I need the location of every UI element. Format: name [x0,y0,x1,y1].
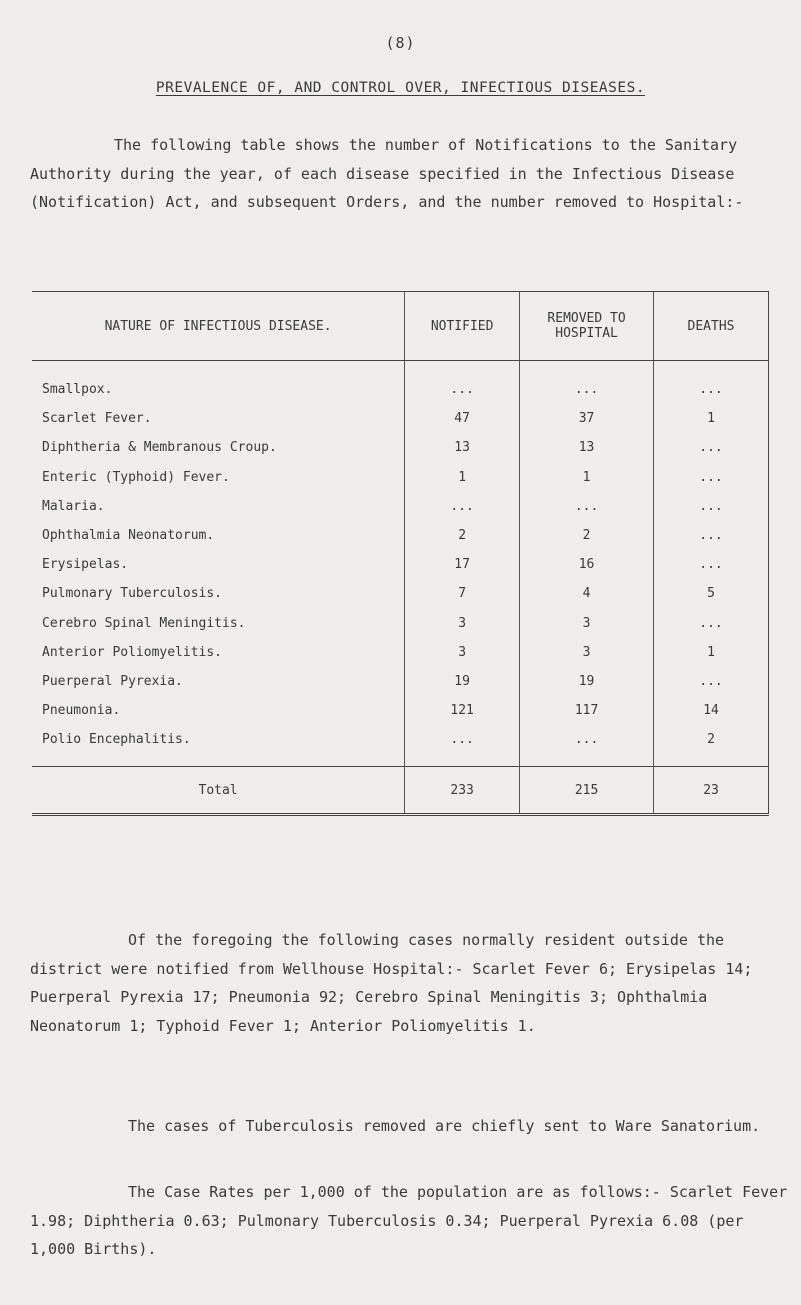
removed-cell: 37 [520,404,654,433]
notified-cell: 13 [405,433,520,462]
table-row [32,404,769,433]
disease-cell: Pulmonary Tuberculosis. [32,579,405,608]
notified-cell: ... [405,361,520,405]
disease-cell: Erysipelas. [32,550,405,579]
disease-cell: Ophthalmia Neonatorum. [32,521,405,550]
notified-cell: ... [405,725,520,767]
deaths-cell: ... [654,361,769,405]
disease-cell: Smallpox. [32,361,405,405]
notifications-table [32,291,769,816]
header-deaths: DEATHS [654,292,769,361]
notified-cell: 1 [405,463,520,492]
deaths-cell: 1 [654,638,769,667]
disease-cell: Cerebro Spinal Meningitis. [32,609,405,638]
deaths-cell: ... [654,550,769,579]
header-disease: NATURE OF INFECTIOUS DISEASE. [32,292,405,361]
disease-cell: Diphtheria & Membranous Croup. [32,433,405,462]
deaths-cell: ... [654,609,769,638]
notified-cell: ... [405,492,520,521]
table-row [32,609,769,638]
removed-cell: 19 [520,667,654,696]
deaths-cell: ... [654,463,769,492]
total-removed-cell: 215 [520,767,654,815]
table-body [32,361,769,815]
notified-cell: 3 [405,638,520,667]
table-row [32,521,769,550]
disease-cell: Puerperal Pyrexia. [32,667,405,696]
tuberculosis-paragraph: The cases of Tuberculosis removed are chiefly sent to Ware Sanatorium. [128,1117,761,1135]
page-number: (8) [385,34,416,52]
notified-cell: 2 [405,521,520,550]
table-row [32,638,769,667]
table-row [32,725,769,767]
page-heading-text: PREVALENCE OF, AND CONTROL OVER, INFECTIOUS DISEASES. [155,80,646,96]
notified-cell: 47 [405,404,520,433]
table-row [32,492,769,521]
removed-cell: 2 [520,521,654,550]
deaths-cell: ... [654,433,769,462]
table-row [32,463,769,492]
header-removed [520,292,654,361]
disease-cell: Malaria. [32,492,405,521]
removed-cell: 117 [520,696,654,725]
notified-cell: 19 [405,667,520,696]
table-row [32,667,769,696]
disease-cell: Anterior Poliomyelitis. [32,638,405,667]
removed-cell: 3 [520,609,654,638]
notified-cell: 121 [405,696,520,725]
removed-cell: 3 [520,638,654,667]
table-row [32,550,769,579]
total-disease-cell: Total [32,767,405,815]
table-row [32,696,769,725]
page-heading [0,80,801,96]
deaths-cell: ... [654,667,769,696]
removed-cell: 4 [520,579,654,608]
notified-cell: 7 [405,579,520,608]
table-row [32,361,769,405]
removed-cell: ... [520,725,654,767]
disease-cell: Polio Encephalitis. [32,725,405,767]
disease-cell: Enteric (Typhoid) Fever. [32,463,405,492]
removed-cell: 13 [520,433,654,462]
removed-cell: 16 [520,550,654,579]
table-row [32,579,769,608]
notified-cell: 17 [405,550,520,579]
total-notified-cell: 233 [405,767,520,815]
notified-cell: 3 [405,609,520,638]
deaths-cell: 5 [654,579,769,608]
disease-cell: Pneumonia. [32,696,405,725]
header-removed-text: REMOVED TO HOSPITAL [547,311,626,341]
total-deaths-cell: 23 [654,767,769,815]
disease-cell: Scarlet Fever. [32,404,405,433]
table-row [32,433,769,462]
deaths-cell: 1 [654,404,769,433]
deaths-cell: 14 [654,696,769,725]
total-row [32,767,769,815]
removed-cell: 1 [520,463,654,492]
deaths-cell: ... [654,521,769,550]
removed-cell: ... [520,361,654,405]
deaths-cell: 2 [654,725,769,767]
outside-district-paragraph: Of the foregoing the following cases normally resident outside the district were notified from Wellhouse Hospital:- Scarlet Fever 6; Erysipelas 14; Puerperal Pyrexia 17; Pneumonia 92; Cerebro Spinal Meningitis 3; Ophthalmia Neonatorum 1; Typhoid Fever 1; Anterior Poliomyelitis 1. [30,931,753,1035]
intro-paragraph: The following table shows the number of Notifications to the Sanitary Authority during the year, of each disease specified in the Infectious Disease (Notification) Act, and subsequent Orders, and the number removed to Hospital:- [30,136,744,211]
case-rates-paragraph: The Case Rates per 1,000 of the population are as follows:- Scarlet Fever 1.98; Diphtheria 0.63; Pulmonary Tuberculosis 0.34; Puerperal Pyrexia 6.08 (per 1,000 Births). [30,1183,788,1258]
table-header-row [32,292,769,361]
removed-cell: ... [520,492,654,521]
deaths-cell: ... [654,492,769,521]
header-notified: NOTIFIED [405,292,520,361]
